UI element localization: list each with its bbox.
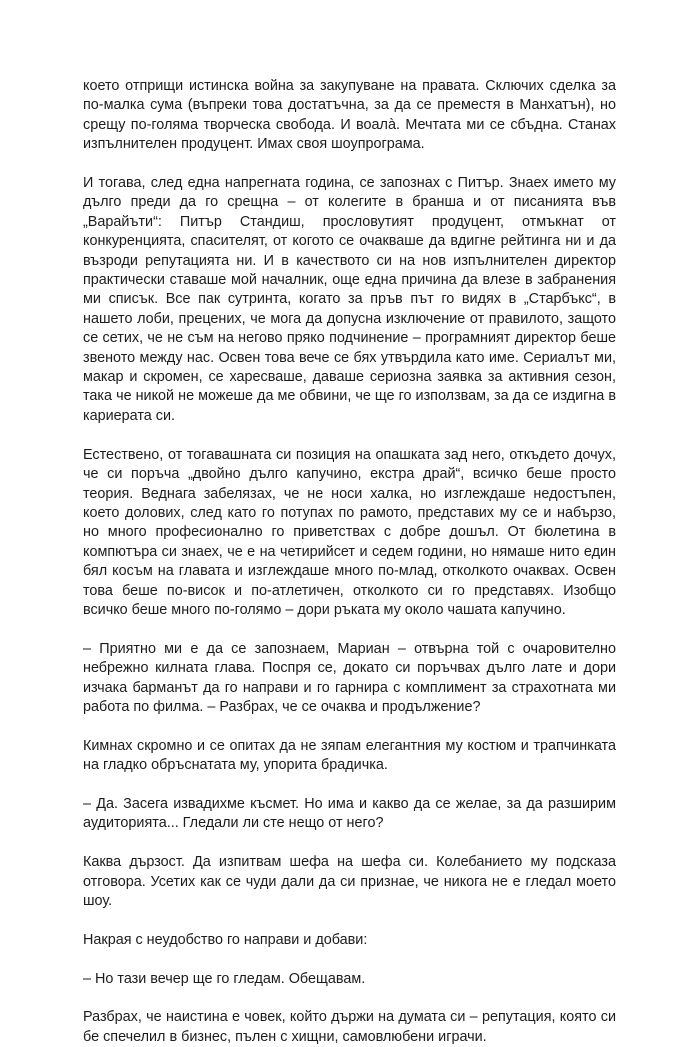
- paragraph-5: Кимнах скромно и се опитах да не зяпам елегантния му костюм и трапчинката на гладко обръснатата му, упорита брадичка.: [83, 737, 616, 774]
- paragraph-3: Естествено, от тогавашната си позиция на опашката зад него, откъдето дочух, че си поръча „двойно дълго капучино, екстра драй“, всичко беше просто теория. Веднага забелязах, че не носи халка, но изглеждаше недостъпен, което долових, след като го потупах по рамото, представих му се и набързо, но много професионално го приветствах с добре дошъл. От бюлетина в компютъра си знаех, че е на четирийсет и седем години, но нямаше нито един бял косъм на главата и изглеждаше много по-млад, отколкото очаквах. Освен това беше по-висок и по-атлетичен, отколкото си го представях. Изобщо всичко беше много по-голямо – дори ръката му около чашата капучино.: [83, 446, 616, 618]
- paragraph-8: Накрая с неудобство го направи и добави:: [83, 931, 368, 948]
- paragraph-2: И тогава, след една напрегната година, се запознах с Питър. Знаех името му дълго преди да го срещна – от колегите в бранша и от писанията във „Варайъти“: Питър Стандиш, прословутият продуцент, отмъкнат от конкуренцията, спасителят, от когото се очакваше да вдигне рейтинга ни и да възроди репутацията ни. И в качеството си на нов изпълнителен директор практически ставаше мой началник, още една причина да влезе в забранения ми списък. Все пак сутринта, когато за пръв път го видях в „Старбъкс“, в нашето лоби, прецених, че мога да допусна изключение от правилото, защото се сетих, че не съм на негово пряко подчинение – програмният директор беше звеното между нас. Освен това вече се бях утвърдила като име. Сериалът ми, макар и скромен, се харесваше, даваше сериозна заявка за активния сезон, така че никой не можеше да ме обвини, че ще го използвам, за да се издигна в кариерата си.: [83, 175, 616, 424]
- body-text: [83, 77, 616, 1047]
- paragraph-7: Каква дързост. Да изпитвам шефа на шефа си. Колебанието му подсказа отговора. Усетих как се чуди дали да си признае, че никога не е гледал моето шоу.: [83, 854, 616, 909]
- paragraph-9: – Но тази вечер ще го гледам. Обещавам.: [83, 970, 366, 987]
- paragraph-6: – Да. Засега извадихме късмет. Но има и какво да се желае, за да разширим аудиторията... Гледали ли сте нещо от него?: [83, 795, 616, 832]
- paragraph-4: – Приятно ми е да се запознаем, Мариан – отвърна той с очаровително небрежно килната глава. Поспря се, докато си поръчвах дълго лате и дори изчака барманът да го направи и го гарнира с комплимент за страхотната ми работа по филма. – Разбрах, че се очаква и продължение?: [83, 640, 616, 715]
- paragraph-10: Разбрах, че наистина е човек, който държи на думата си – репутация, която си бе спечелил в бизнес, пълен с хищни, самовлюбени играчи.: [83, 1009, 616, 1045]
- paragraph-1: което отприщи истинска война за закупуване на правата. Сключих сделка за по-малка сума (въпреки това достатъчна, за да се преместя в Манхатън), но срещу по-голяма творческа свобода. И воалà. Мечтата ми се сбъдна. Станах изпълнителен продуцент. Имах своя шоупрограма.: [83, 78, 616, 153]
